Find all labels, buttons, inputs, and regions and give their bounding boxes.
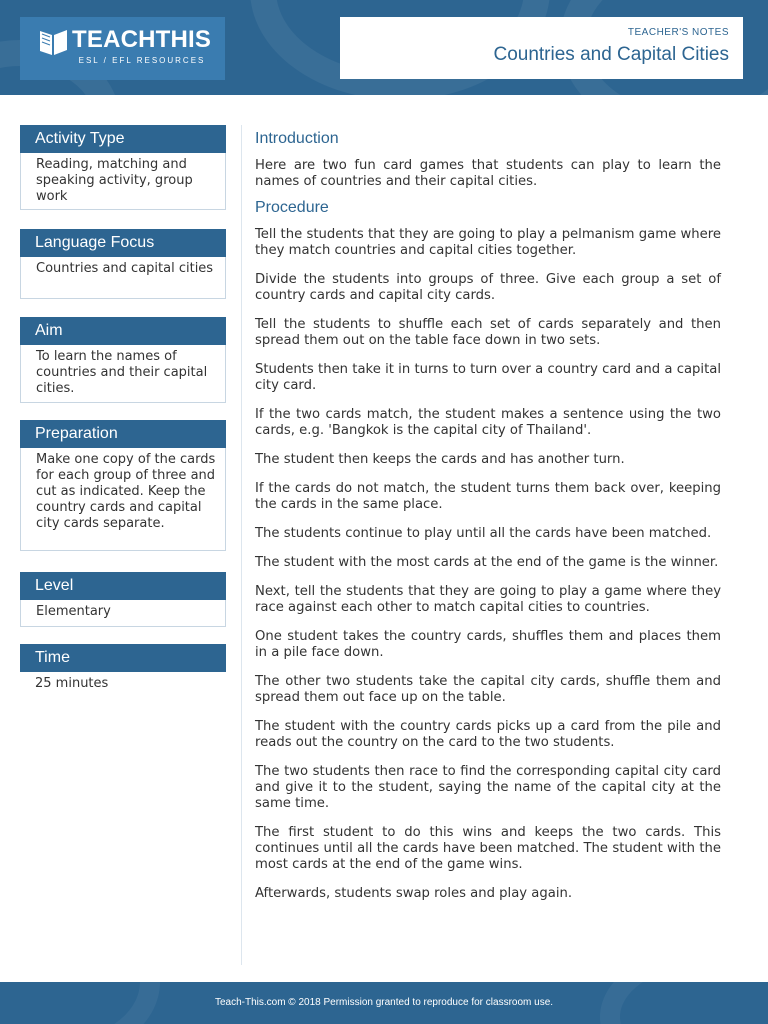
procedure-step: Next, tell the students that they are going to play a game where they race against each other to match capital cities to countries.	[255, 584, 721, 615]
procedure-step: The first student to do this wins and keeps the two cards. This continues until all the cards have been matched. The student with the most cards at the end of the game wins.	[255, 825, 721, 872]
preparation-block	[20, 420, 226, 551]
title-panel	[340, 17, 743, 79]
procedure-step: Divide the students into groups of three. Give each group a set of country cards and capital city cards.	[255, 272, 721, 303]
procedure-step: Afterwards, students swap roles and play again.	[255, 886, 573, 901]
aim-heading: Aim	[20, 317, 226, 345]
procedure-step: The other two students take the capital city cards, shuffle them and spread them out face up on the table.	[255, 674, 721, 705]
teachthis-logo[interactable]	[20, 17, 225, 80]
book-icon	[36, 27, 72, 57]
column-divider	[241, 125, 242, 965]
preparation-heading: Preparation	[20, 420, 226, 448]
main-content	[255, 129, 721, 915]
time-heading: Time	[20, 644, 226, 672]
preparation-text: Make one copy of the cards for each group of three and cut as indicated. Keep the country cards and capital city cards separate.	[20, 448, 226, 551]
aim-text: To learn the names of countries and their capital cities.	[20, 345, 226, 403]
language-focus-text: Countries and capital cities	[20, 257, 226, 299]
introduction-heading: Introduction	[255, 130, 339, 147]
time-text: 25 minutes	[35, 676, 109, 691]
language-focus-heading: Language Focus	[20, 229, 226, 257]
language-focus-block	[20, 229, 226, 299]
procedure-step: Tell the students that they are going to play a pelmanism game where they match countries and capital cities together.	[255, 227, 721, 258]
procedure-step: The students continue to play until all the cards have been matched.	[255, 526, 712, 541]
procedure-step: The student with the country cards picks up a card from the pile and reads out the country on the card to the two students.	[255, 719, 721, 750]
copyright-text: Teach-This.com © 2018 Permission granted to reproduce for classroom use.	[214, 997, 554, 1008]
level-heading: Level	[20, 572, 226, 600]
page-title: Countries and Capital Cities	[493, 44, 729, 65]
time-block	[20, 644, 226, 699]
page-header	[0, 0, 768, 95]
notes-label: TEACHER'S NOTES	[627, 27, 729, 38]
procedure-step: Tell the students to shuffle each set of cards separately and then spread them out on the table face down in two sets.	[255, 317, 721, 348]
logo-tagline: ESL / EFL RESOURCES	[78, 56, 206, 65]
introduction-text: Here are two fun card games that students can play to learn the names of countries and their capital cities.	[255, 158, 721, 189]
activity-type-text: Reading, matching and speaking activity, group work	[20, 153, 226, 210]
procedure-step: The student then keeps the cards and has another turn.	[255, 452, 625, 467]
decorative-swirl	[600, 982, 768, 1024]
activity-type-heading: Activity Type	[20, 125, 226, 153]
procedure-step: Students then take it in turns to turn over a country card and a capital city card.	[255, 362, 721, 393]
decorative-swirl	[0, 982, 160, 1024]
logo-name: TEACHTHIS	[72, 26, 212, 53]
level-text: Elementary	[20, 600, 226, 627]
aim-block	[20, 317, 226, 403]
procedure-step: The student with the most cards at the end of the game is the winner.	[255, 555, 719, 570]
procedure-heading: Procedure	[255, 199, 329, 216]
procedure-step: If the cards do not match, the student turns them back over, keeping the cards in the same place.	[255, 481, 721, 512]
procedure-step: If the two cards match, the student makes a sentence using the two cards, e.g. 'Bangkok is the capital city of Thailand'.	[255, 407, 721, 438]
procedure-step: One student takes the country cards, shuffles them and places them in a pile face down.	[255, 629, 721, 660]
page-footer	[0, 982, 768, 1024]
level-block	[20, 572, 226, 627]
procedure-step: The two students then race to find the corresponding capital city card and give it to the student, saying the name of the capital city at the same time.	[255, 764, 721, 811]
activity-type-block	[20, 125, 226, 210]
